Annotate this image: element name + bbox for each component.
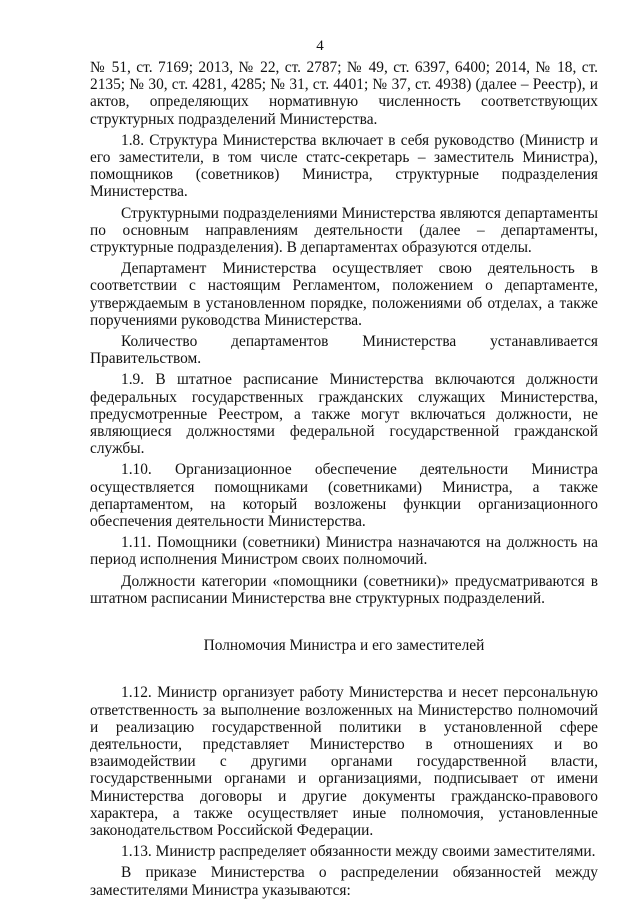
paragraph-continuation: № 51, ст. 7169; 2013, № 22, ст. 2787; № 49, ст. 6397, 6400; 2014, № 18, ст. 2135; № 30, ст. 4281, 4285; № 31, ст. 4401; № 37, ст. 4938) (далее – Реестр), и актов, определяющих нормативную численность соответствующих структурных подразделений Министерства. xyxy=(90,59,598,128)
paragraph-department-count: Количество департаментов Министерства устанавливается Правительством. xyxy=(90,333,598,368)
paragraph-assistant-positions: Должности категории «помощники (советники)» предусматриваются в штатном расписании Министерства вне структурных подразделений. xyxy=(90,572,598,607)
paragraph-1-11: 1.11. Помощники (советники) Министра назначаются на должность на период исполнения Министром своих полномочий. xyxy=(90,534,598,569)
paragraph-1-13: 1.13. Министр распределяет обязанности между своими заместителями. xyxy=(121,843,596,861)
paragraph-1-10: 1.10. Организационное обеспечение деятельности Министра осуществляется помощниками (советниками) Министра, а также департаментом, на который возложены функции организационного обеспечения деятельности Министерства. xyxy=(90,461,598,531)
paragraph-department-activity: Департамент Министерства осуществляет свою деятельность в соответствии с настоящим Регламентом, положением о департаменте, утверждаемым в установленном порядке, положениями об отделах, а также поручениями руководства Министерства. xyxy=(90,260,598,329)
document-body xyxy=(90,59,598,899)
paragraph-1-9: 1.9. В штатное расписание Министерства включаются должности федеральных государственных гражданских служащих Министерства, предусмотренные Реестром, а также могут включаться должности, не являющиеся должностями федеральной государственной гражданской службы. xyxy=(90,371,598,458)
paragraph-departments: Структурными подразделениями Министерства являются департаменты по основным направлениям деятельности (далее – департаменты, структурные подразделения). В департаментах образуются отделы. xyxy=(90,204,598,257)
paragraph-1-8: 1.8. Структура Министерства включает в себя руководство (Министр и его заместители, в том числе статс-секретарь – заместитель Министра), помощников (советников) Министра, структурные подразделения Министерства. xyxy=(90,131,598,201)
section-heading: Полномочия Министра и его заместителей xyxy=(203,637,485,655)
page-number: 4 xyxy=(316,38,324,54)
paragraph-1-12: 1.12. Министр организует работу Министерства и несет персональную ответственность за выполнение возложенных на Министерство полномочий и реализацию государственной политики в установленной сфере деятельности, представляет Министерство в отношениях и во взаимодействии с другими органами государственной власти, государственными органами и организациями, подписывает от имени Министерства договоры и другие документы гражданско-правового характера, а также осуществляет иные полномочия, установленные законодательством Российской Федерации. xyxy=(90,684,598,839)
paragraph-order-contents: В приказе Министерства о распределении обязанностей между заместителями Министра указываются: xyxy=(90,864,598,899)
